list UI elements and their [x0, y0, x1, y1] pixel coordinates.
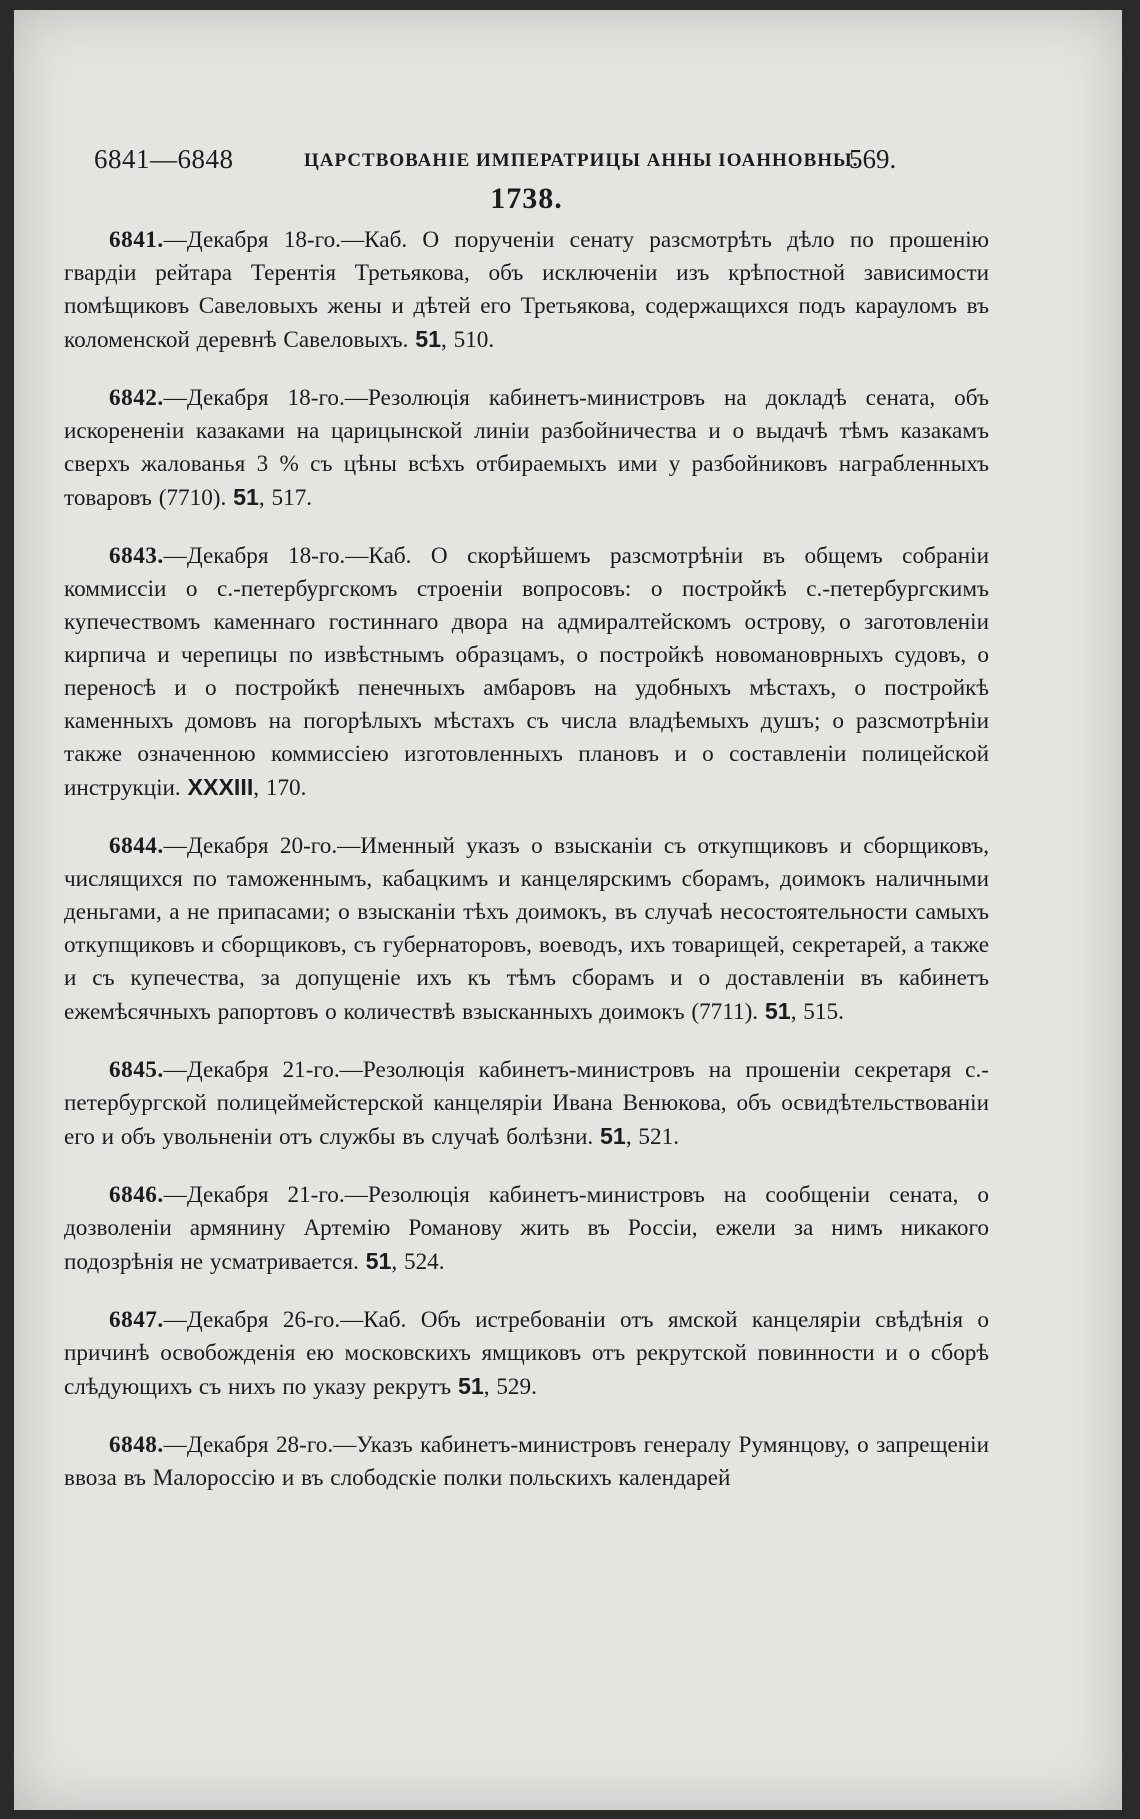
entry-number: 6845. — [109, 1057, 164, 1083]
volume-number: XXXIII — [187, 774, 254, 800]
entry-6842 — [64, 382, 989, 515]
page-reference: , 517. — [258, 485, 313, 511]
entry-range: 6841—6848 — [94, 144, 234, 174]
entry-text: —Декабря 21-го.—Резолюція кабинетъ-министровъ на сообщеніи сената, о дозволеніи армянину Артемію Романову жить въ Россіи, ежели за нимъ никакого подозрѣнія не усматривается. — [64, 1182, 989, 1275]
entry-number: 6843. — [109, 543, 164, 569]
page-reference: , 170. — [253, 775, 307, 801]
entry-6845 — [64, 1054, 989, 1154]
entry-6847 — [64, 1304, 989, 1404]
volume-number: 51 — [457, 1373, 484, 1399]
page-content — [64, 140, 989, 1520]
volume-number: 51 — [365, 1248, 392, 1274]
entry-number: 6848. — [109, 1432, 164, 1458]
entry-number: 6847. — [109, 1307, 164, 1333]
entry-text: —Декабря 20-го.—Именный указъ о взысканіи съ откупщиковъ и сборщиковъ, числящихся по таможеннымъ, кабацкимъ и канцелярскимъ сборамъ, доимокъ наличными деньгами, а не припасами; о взысканіи тѣхъ доимокъ, въ случаѣ несостоятельности самыхъ откупщиковъ и сборщиковъ, съ губернаторовъ, воеводъ, ихъ товарищей, секретарей, а также и съ купечества, за допущеніе ихъ къ тѣмъ сборамъ и о доставленіи въ кабинетъ ежемѣсячныхъ рапортовъ о количествѣ взысканныхъ доимокъ (7711). — [64, 833, 989, 1025]
entry-text: —Декабря 26-го.—Каб. Объ истребованіи отъ ямской канцеляріи свѣдѣнія о причинѣ освобожденія ею московскихъ ямщиковъ отъ рекрутской повинности и о сборѣ слѣдующихъ съ нихъ по указу рекрутъ — [64, 1307, 989, 1400]
entry-text: —Декабря 21-го.—Резолюція кабинетъ-министровъ на прошеніи секретаря с.-петербургской полицеймейстерской канцеляріи Ивана Венюкова, объ освидѣтельствованіи его и объ увольненіи отъ службы въ случаѣ болѣзни. — [64, 1057, 989, 1150]
volume-number: 51 — [415, 326, 442, 352]
page-reference: , 521. — [625, 1124, 679, 1150]
volume-number: 51 — [233, 484, 259, 510]
entry-number: 6842. — [109, 385, 164, 411]
entry-text: —Декабря 28-го.—Указъ кабинетъ-министровъ генералу Румянцову, о запрещеніи ввоза въ Малороссію и въ слободскіе полки польскихъ календарей — [64, 1432, 989, 1491]
entry-6844 — [64, 830, 989, 1029]
entry-number: 6844. — [109, 833, 164, 859]
running-head — [64, 140, 989, 180]
entry-6841 — [64, 224, 989, 357]
page-reference: , 529. — [483, 1374, 537, 1400]
volume-number: 51 — [600, 1123, 626, 1149]
running-title: ЦАРСТВОВАНІЕ ИМПЕРАТРИЦЫ АННЫ ІОАННОВНЫ. — [304, 150, 859, 171]
page-number: 569. — [849, 144, 897, 174]
page-reference: , 510. — [441, 327, 495, 353]
page-reference: , 524. — [391, 1249, 445, 1275]
entry-6848 — [64, 1429, 989, 1495]
entries-list — [64, 224, 989, 1495]
entry-number: 6841. — [109, 227, 164, 253]
entry-text: —Декабря 18-го.—Каб. О порученіи сенату разсмотрѣть дѣло по прошенію гвардіи рейтара Терентія Третьякова, объ исключеніи изъ крѣпостной зависимости помѣщиковъ Савеловыхъ жены и дѣтей его Третьякова, содержащихся подъ карауломъ въ коломенской деревнѣ Савеловыхъ. — [64, 227, 989, 353]
book-page — [14, 10, 1122, 1810]
entry-text: —Декабря 18-го.—Каб. О скорѣйшемъ разсмотрѣніи въ общемъ собраніи коммиссіи о с.-петербургскомъ строеніи вопросовъ: о постройкѣ с.-петербургскимъ купечествомъ каменнаго гостиннаго двора на адмиралтейскомъ острову, о заготовленіи кирпича и черепицы по извѣстнымъ образцамъ, о постройкѣ новомановрныхъ судовъ, о переносѣ и о постройкѣ пенечныхъ амбаровъ на удобныхъ мѣстахъ, о постройкѣ каменныхъ домовъ на погорѣлыхъ мѣстахъ съ числа владѣемыхъ душъ; о разсмотрѣніи также означенною коммиссіею изготовленныхъ плановъ и о составленіи полицейской инструкціи. — [64, 543, 989, 801]
entry-text: —Декабря 18-го.—Резолюція кабинетъ-министровъ на докладѣ сената, объ искорененіи казаками на царицынской линіи разбойничества и о выдачѣ тѣмъ казакамъ сверхъ жалованья 3 % съ цѣны всѣхъ отбираемыхъ ими у разбойниковъ награбленныхъ товаровъ (7710). — [64, 385, 989, 511]
entry-number: 6846. — [109, 1182, 164, 1208]
page-reference: , 515. — [790, 999, 844, 1025]
entry-6843 — [64, 540, 989, 805]
year-heading: 1738. — [490, 182, 563, 215]
entry-6846 — [64, 1179, 989, 1279]
volume-number: 51 — [764, 998, 791, 1024]
